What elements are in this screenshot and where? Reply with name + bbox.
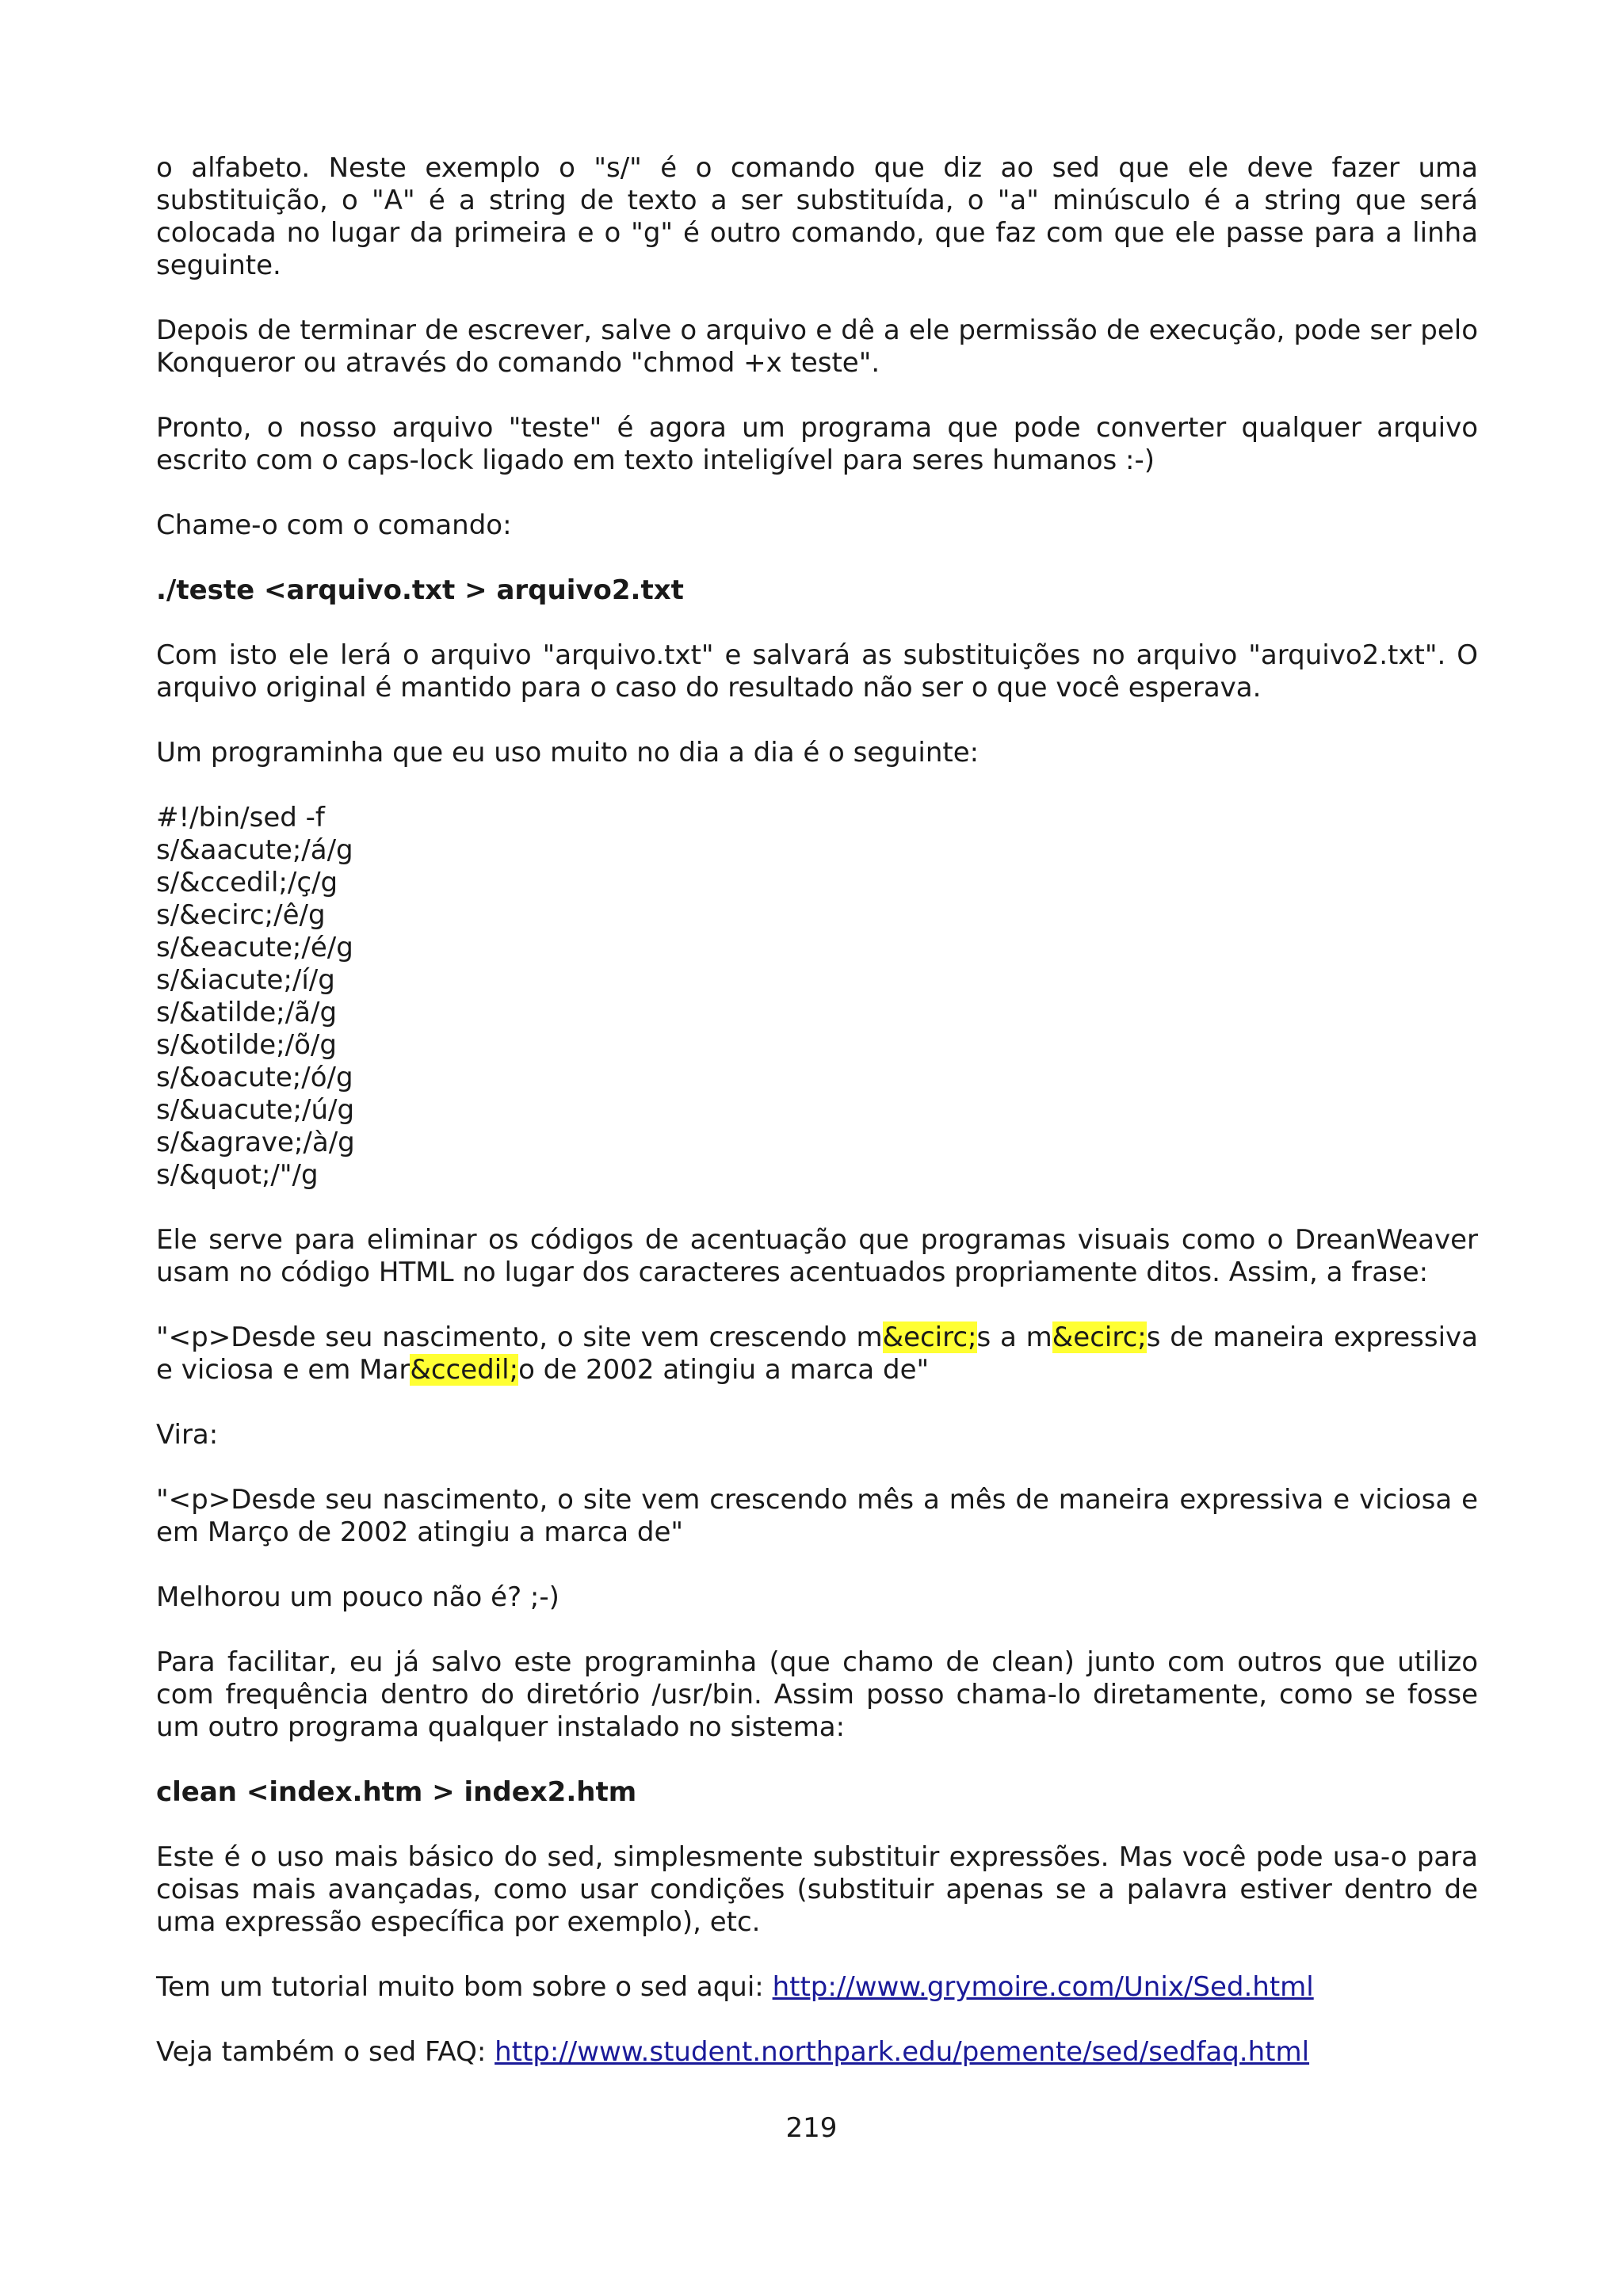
page-number: 219 [785,2112,838,2144]
highlighted-entity: &ecirc; [882,1322,977,1353]
example-text: s de maneira expressiva e viciosa e em Mar [156,1322,1478,1386]
command-clean: clean <index.htm > index2.htm [156,1776,637,1808]
code-line: s/&ccedil;/ç/g [156,867,338,898]
example-text: s a m [976,1322,1052,1353]
paragraph-save-file: Depois de terminar de escrever, salve o arquivo e dê a ele permissão de execução, pode ser pelo Konqueror ou através do comando "chmod +x teste". [156,315,1478,379]
document-body [156,152,1478,2101]
paragraph-read-file: Com isto ele lerá o arquivo "arquivo.txt" e salvará as substituições no arquivo "arquivo2.txt". O arquivo original é mantido para o caso do resultado não ser o que você esperava. [156,639,1478,704]
example-text: "<p>Desde seu nascimento, o site vem crescendo m [156,1322,883,1353]
code-line: s/&atilde;/ã/g [156,997,338,1028]
paragraph-basic-usage: Este é o uso mais básico do sed, simplesmente substituir expressões. Mas você pode usa-o para coisas mais avançadas, como usar condições (substituir apenas se a palavra estiver dentro de uma expressão específica por exemplo), etc. [156,1841,1478,1938]
code-line: s/&ecirc;/ê/g [156,899,326,931]
paragraph-call-command: Chame-o com o comando: [156,509,512,541]
example-decoded-sentence: "<p>Desde seu nascimento, o site vem crescendo mês a mês de maneira expressiva e viciosa e em Março de 2002 atingiu a marca de" [156,1484,1478,1548]
paragraph-programinha-intro: Um programinha que eu uso muito no dia a dia é o seguinte: [156,737,980,769]
code-line: s/&otilde;/õ/g [156,1029,337,1061]
code-line: s/&aacute;/á/g [156,834,353,866]
tutorial-text: Tem um tutorial muito bom sobre o sed aqui: [156,1971,773,2003]
faq-text: Veja também o sed FAQ: [156,2036,495,2068]
paragraph-vira: Vira: [156,1419,219,1451]
example-encoded-sentence [156,1322,1478,1386]
tutorial-link[interactable]: http://www.grymoire.com/Unix/Sed.html [772,1971,1314,2003]
highlighted-entity: &ccedil; [410,1354,519,1386]
paragraph-usr-bin: Para facilitar, eu já salvo este programinha (que chamo de clean) junto com outros que utilizo com frequência dentro do diretório /usr/bin. Assim posso chama-lo diretamente, como se fosse um outro programa qualquer instalado no sistema: [156,1646,1478,1743]
paragraph-program-ready: Pronto, o nosso arquivo "teste" é agora um programa que pode converter qualquer arquivo escrito com o caps-lock ligado em texto inteligível para seres humanos :-) [156,412,1478,476]
faq-link[interactable]: http://www.student.northpark.edu/pemente/sed/sedfaq.html [495,2036,1310,2068]
highlighted-entity: &ecirc; [1052,1322,1147,1353]
paragraph-tutorial [156,1971,1478,2004]
paragraph-faq [156,2036,1478,2069]
code-line: s/&iacute;/í/g [156,964,335,996]
code-line: s/&quot;/"/g [156,1159,319,1191]
example-text: o de 2002 atingiu a marca de" [518,1354,930,1386]
paragraph-melhorou: Melhorou um pouco não é? ;-) [156,1581,559,1613]
command-teste: ./teste <arquivo.txt > arquivo2.txt [156,574,684,606]
code-line: s/&uacute;/ú/g [156,1094,355,1126]
code-line: s/&oacute;/ó/g [156,1062,353,1093]
code-line: s/&agrave;/à/g [156,1127,355,1158]
paragraph-sed-explanation: o alfabeto. Neste exemplo o "s/" é o comando que diz ao sed que ele deve fazer uma substituição, o "A" é a string de texto a ser substituída, o "a" minúsculo é a string que será colocada no lugar da primeira e o "g" é outro comando, que faz com que ele passe para a linha seguinte. [156,152,1478,281]
sed-script-block [156,802,1478,1192]
paragraph-purpose: Ele serve para eliminar os códigos de acentuação que programas visuais como o DreanWeaver usam no código HTML no lugar dos caracteres acentuados propriamente ditos. Assim, a frase: [156,1224,1478,1288]
code-line: s/&eacute;/é/g [156,932,353,963]
code-line: #!/bin/sed -f [156,802,325,833]
